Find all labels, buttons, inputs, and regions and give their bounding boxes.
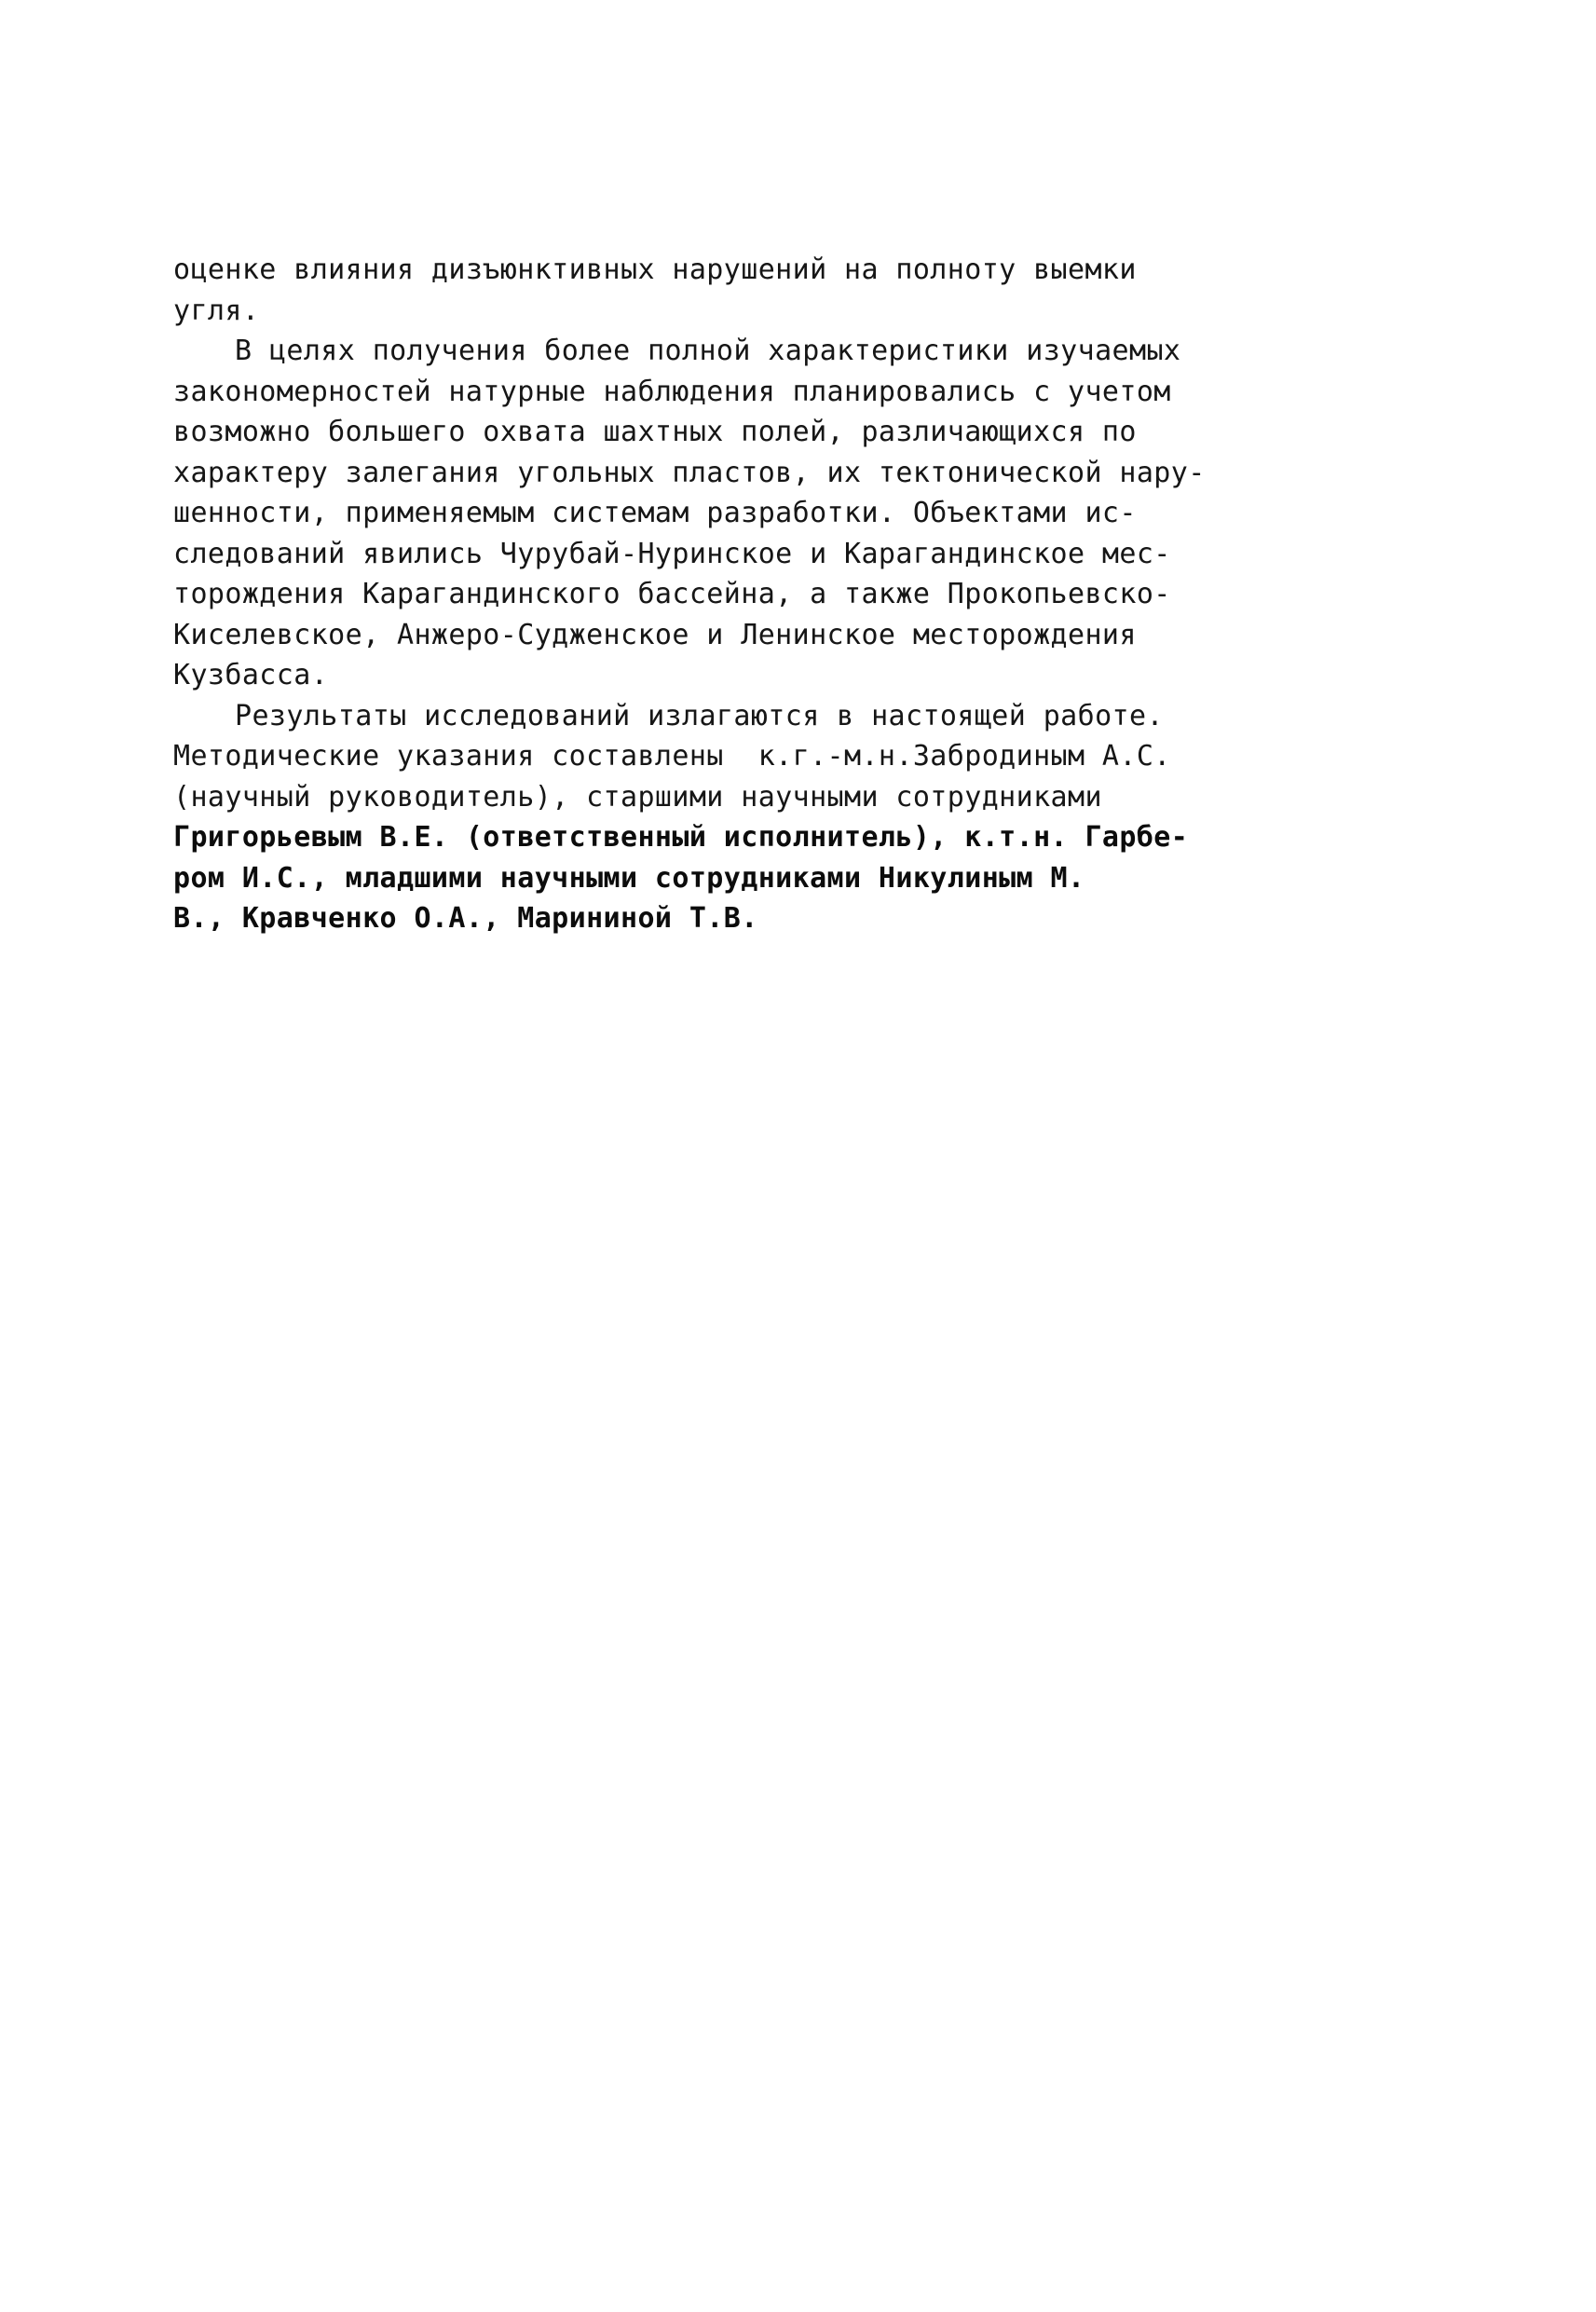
text-line: шенности, применяемым системам разработки. Объектами ис- [173, 497, 1137, 529]
text-line: Григорьевым В.Е. (ответственный исполнитель), к.т.н. Гарбе- [173, 821, 1189, 854]
paragraph-continuation [173, 250, 1422, 331]
text-line: Результаты исследований излагаются в настоящей работе. [235, 699, 1164, 732]
text-line: В., Кравченко О.А., Марининой Т.В. [173, 902, 758, 935]
paragraph-research-objects [173, 331, 1422, 696]
text-line: характеру залегания угольных пластов, их тектонической нару- [173, 456, 1206, 489]
text-line: торождения Карагандинского бассейна, а также Прокопьевско- [173, 578, 1171, 610]
text-line: возможно большего охвата шахтных полей, различающихся по [173, 416, 1137, 448]
text-line: ром И.С., младшими научными сотрудниками Никулиным М. [173, 861, 1085, 895]
paragraph-authors [173, 696, 1422, 939]
text-line: Кузбасса. [173, 659, 329, 691]
text-line: угля. [173, 294, 260, 327]
text-line: закономерностей натурные наблюдения планировались с учетом [173, 375, 1171, 408]
body-text [173, 250, 1422, 939]
text-line: следований явились Чурубай-Нуринское и Карагандинское мес- [173, 537, 1171, 570]
text-line: оценке влияния дизъюнктивных нарушений на полноту выемки [173, 253, 1137, 286]
text-line: В целях получения более полной характеристики изучаемых [235, 335, 1181, 367]
text-line: Киселевское, Анжеро-Судженское и Ленинское месторождения [173, 618, 1137, 651]
text-line: (научный руководитель), старшими научными сотрудниками [173, 780, 1102, 814]
text-line: Методические указания составлены к.г.-м.н.Забродиным А.С. [173, 740, 1171, 773]
